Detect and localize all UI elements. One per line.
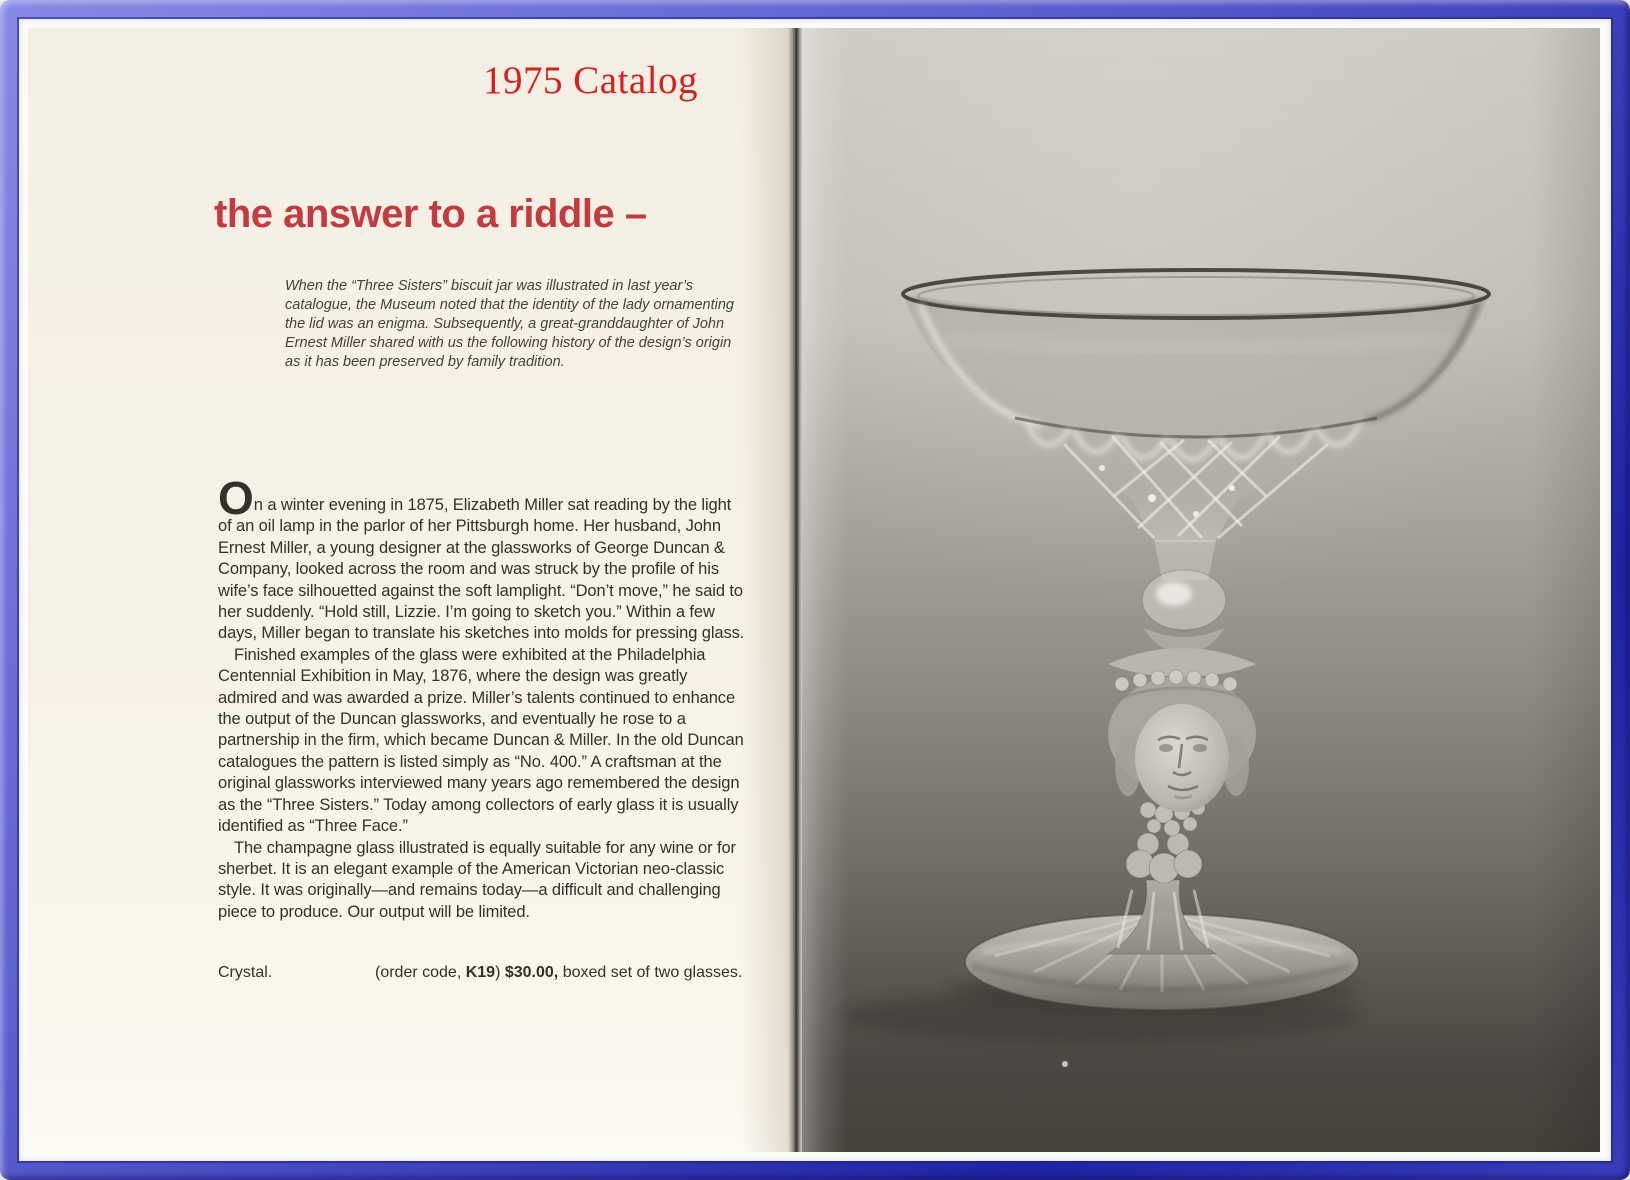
order-price: $30.00, xyxy=(504,964,559,981)
body-paragraph-text: n a winter evening in 1875, Elizabeth Miller sat reading by the light of an oil lamp in the parlor of her Pittsburgh home. Her husband, John Ernest Miller, a young designer at the glassworks of George Duncan & Company, looked across the room and was struck by the profile of his wife’s face silhouetted against the soft lamplight. “Don’t move,” he said to her suddenly. “Hold still, Lizzie. I’m going to sketch you.” Within a few days, Miller began to translate his sketches into molds for pressing glass. xyxy=(218,496,745,643)
order-line xyxy=(218,964,778,982)
body-paragraph: The champagne glass illustrated is equally suitable for any wine or for sherbet. It is an elegant example of the American Victorian neo-classic style. It was originally—and remains today—a difficult and challenging piece to produce. Our output will be limited. xyxy=(218,838,736,921)
body-paragraph xyxy=(218,472,748,645)
glass-bowl xyxy=(903,270,1489,542)
order-code-prefix: (order code, xyxy=(375,964,466,981)
left-page xyxy=(28,28,794,1152)
order-code: K19 xyxy=(465,964,496,981)
glass-bead-knop xyxy=(1126,833,1202,883)
photo-dust-speck xyxy=(1062,1061,1068,1067)
material-label: Crystal. xyxy=(218,964,273,981)
intro-paragraph: When the “Three Sisters” biscuit jar was illustrated in last year’s catalogue, the Museum noted that the identity of the lady ornamenting the lid was an enigma. Subsequently, a great-granddaughter of John Ernest Miller shared with us the following history of the design’s origin as it has been preserved by family tradition. xyxy=(285,278,734,370)
body-paragraph: Finished examples of the glass were exhibited at the Philadelphia Centennial Exhibition in May, 1876, where the design was greatly admired and was awarded a prize. Miller’s talents continued to enhance the output of the Duncan glassworks, and eventually he rose to a partnership in the firm, which became Duncan & Miller. In the old Duncan catalogues the pattern is listed simply as “No. 400.” A craftsman at the original glassworks interviewed many years ago remembered the design as the “Three Sisters.” Today among collectors of early glass it is usually identified as “Three Face.” xyxy=(218,645,744,836)
product-photo xyxy=(802,28,1600,1152)
order-details xyxy=(375,964,742,981)
order-description: boxed set of two glasses. xyxy=(558,964,743,981)
article-heading: the answer to a riddle – xyxy=(214,192,647,236)
article-body xyxy=(218,472,748,923)
champagne-glass-illustration xyxy=(802,28,1600,1152)
order-code-suffix: ) xyxy=(495,964,505,981)
glass-wafer-knop xyxy=(1142,540,1226,652)
catalog-title: 1975 Catalog xyxy=(483,59,699,102)
glass-face-figure xyxy=(1108,648,1256,812)
glass-stem-trumpet xyxy=(1108,880,1216,954)
drop-cap: O xyxy=(218,472,254,524)
